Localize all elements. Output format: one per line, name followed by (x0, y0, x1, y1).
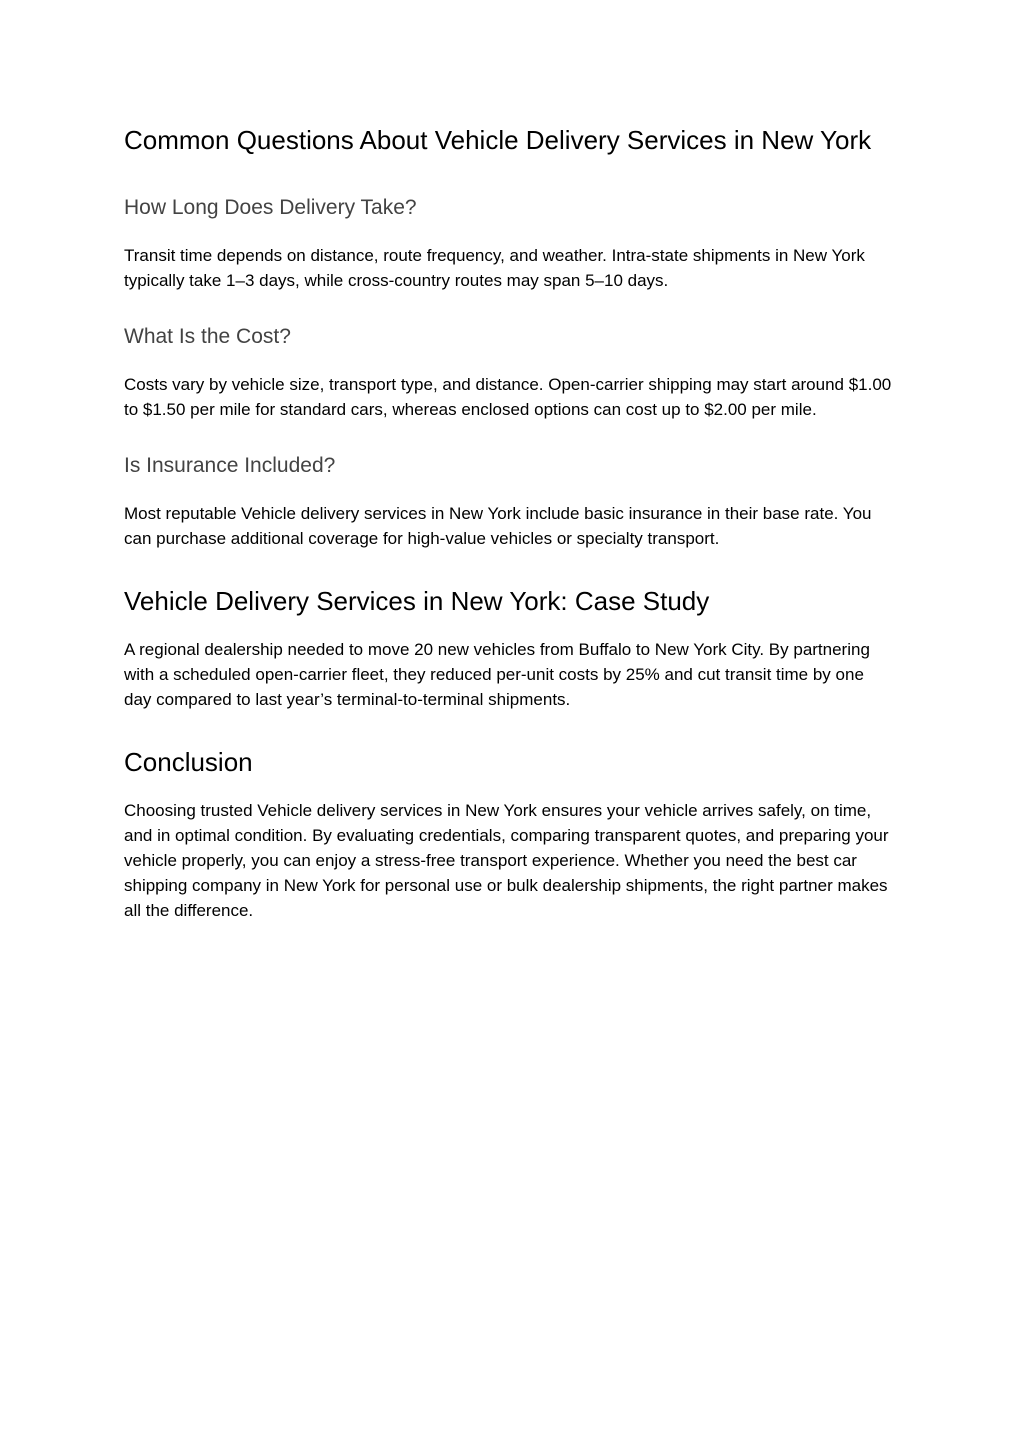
faq-question-cost: What Is the Cost? (124, 325, 291, 348)
document-content (124, 122, 894, 923)
faq-question-delivery-time: How Long Does Delivery Take? (124, 196, 417, 219)
page-title: Common Questions About Vehicle Delivery Services in New York (124, 125, 872, 155)
faq-question-insurance: Is Insurance Included? (124, 454, 336, 477)
conclusion-heading: Conclusion (124, 747, 253, 777)
conclusion-body: Choosing trusted Vehicle delivery services in New York ensures your vehicle arrives safely, on time, and in optimal condition. By evaluating credentials, comparing transparent quotes, and preparing your vehicle properly, you can enjoy a stress-free transport experience. Whether you need the best car shipping company in New York for personal use or bulk dealership shipments, the right partner makes all the difference. (124, 801, 889, 920)
faq-answer-delivery-time: Transit time depends on distance, route frequency, and weather. Intra-state shipments in New York typically take 1–3 days, while cross-country routes may span 5–10 days. (124, 246, 865, 290)
case-study-heading: Vehicle Delivery Services in New York: Case Study (124, 586, 710, 616)
case-study-body: A regional dealership needed to move 20 new vehicles from Buffalo to New York City. By partnering with a scheduled open-carrier fleet, they reduced per-unit costs by 25% and cut transit time by one day compared to last year’s terminal-to-terminal shipments. (124, 640, 870, 709)
faq-answer-cost: Costs vary by vehicle size, transport type, and distance. Open-carrier shipping may start around $1.00 to $1.50 per mile for standard cars, whereas enclosed options can cost up to $2.00 per mile. (124, 375, 892, 419)
faq-answer-insurance: Most reputable Vehicle delivery services in New York include basic insurance in their base rate. You can purchase additional coverage for high-value vehicles or specialty transport. (124, 504, 872, 548)
